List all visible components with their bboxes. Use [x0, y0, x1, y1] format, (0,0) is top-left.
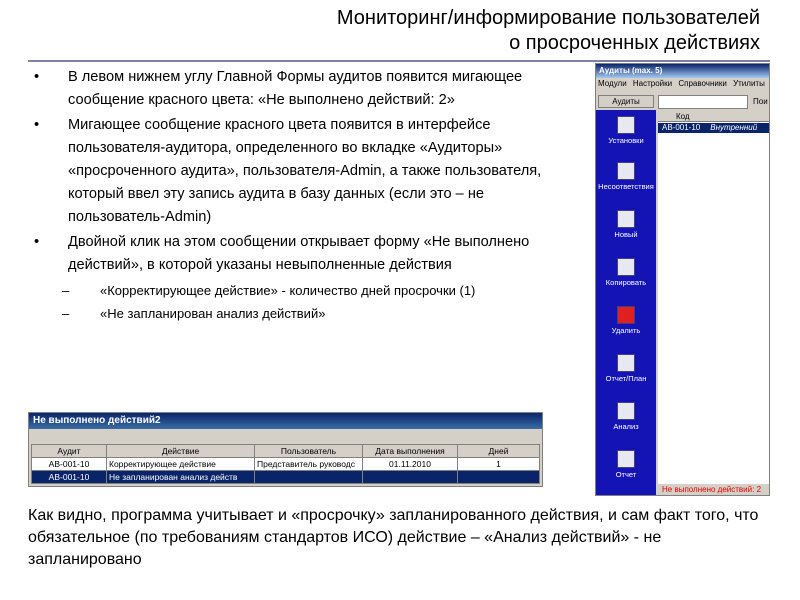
bullet-item: [30, 231, 560, 277]
sidebar-item-report[interactable]: [596, 450, 656, 479]
table-row-selected[interactable]: [32, 471, 540, 484]
cell-due-date: [363, 471, 458, 484]
grid-cell-code: АВ-001-10: [662, 123, 701, 132]
column-header-days[interactable]: Дней: [458, 445, 540, 458]
bullet-mark: •: [34, 117, 40, 133]
sub-bullet-item: [30, 302, 560, 325]
app-window-caption: Аудиты (max. 5): [596, 64, 769, 78]
cell-days: [458, 471, 540, 484]
sub-bullet-text: «Не запланирован анализ действий»: [100, 306, 326, 321]
sidebar-item-copy[interactable]: [596, 258, 656, 287]
overdue-actions-table: [31, 444, 540, 484]
menu-modules[interactable]: Модули: [598, 79, 627, 88]
column-header-due-date[interactable]: Дата выполнения: [363, 445, 458, 458]
title-line-1: Мониторинг/информирование пользователей: [336, 7, 760, 29]
search-input[interactable]: [658, 95, 748, 109]
sidebar-item-nonconformities[interactable]: [596, 162, 656, 191]
sidebar-label: Отчет: [615, 470, 637, 479]
dash-mark: –: [62, 283, 70, 298]
cell-user: Представитель руководс: [255, 458, 363, 471]
settings-icon: [617, 116, 635, 134]
overdue-window-caption: Не выполнено действий2: [29, 413, 542, 429]
audits-grid: [658, 111, 770, 496]
column-header-user[interactable]: Пользователь: [255, 445, 363, 458]
bullet-text: Мигающее сообщение красного цвета появится в интерфейсе пользователя-аудитора, определенного во вкладке «Аудиторы» «просроченного аудита», пользователя-Admin, а также пользователя, который ввел эту запись аудита в базу данных (если это – не пользователь-Admin): [68, 117, 542, 225]
grid-cell-type: Внутренний: [710, 123, 758, 132]
cell-user: [255, 471, 363, 484]
sidebar-item-analysis[interactable]: [596, 402, 656, 431]
sub-bullet-text: «Корректирующее действие» - количество дней просрочки (1): [100, 283, 476, 298]
sidebar-label: Несоответствия: [598, 182, 654, 191]
bar-chart-icon: [617, 402, 635, 420]
sidebar-label: Установки: [608, 136, 644, 145]
audits-main-window: [595, 63, 770, 496]
report-icon: [617, 450, 635, 468]
sidebar-label: Новый: [614, 230, 638, 239]
sidebar-label: Анализ: [613, 422, 639, 431]
sidebar-item-delete[interactable]: [596, 306, 656, 335]
tab-audits[interactable]: Аудиты: [598, 95, 654, 108]
delete-icon: [617, 306, 635, 324]
sidebar-label: Отчет/План: [605, 374, 647, 383]
overdue-actions-window: [28, 412, 543, 487]
sidebar-item-settings[interactable]: [596, 116, 656, 145]
cell-due-date: 01.11.2010: [363, 458, 458, 471]
sub-bullet-item: [30, 279, 560, 302]
bullet-text: В левом нижнем углу Главной Формы аудитов появится мигающее сообщение красного цвета: «Не выполнено действий: 2»: [68, 69, 523, 108]
bullet-text: Двойной клик на этом сообщении открывает форму «Не выполнено действий», в которой указаны невыполненные действия: [68, 234, 530, 273]
conclusion-text: Как видно, программа учитывает и «просрочку» запланированного действия, и сам факт того, что обязательное (по требованиям стандартов ИСО) действие – «Анализ действий» - не запланировано: [28, 507, 759, 568]
sidebar-label: Копировать: [605, 278, 647, 287]
title-divider: [28, 60, 770, 62]
list-icon: [617, 162, 635, 180]
bullet-list: [30, 66, 560, 325]
bullet-item: [30, 66, 560, 112]
copy-icon: [617, 258, 635, 276]
bullet-mark: •: [34, 69, 40, 85]
search-label: Пои: [753, 97, 768, 106]
menu-utilities[interactable]: Утилиты: [733, 79, 765, 88]
bullet-mark: •: [34, 234, 40, 250]
sidebar-item-new[interactable]: [596, 210, 656, 239]
menu-settings[interactable]: Настройки: [632, 79, 673, 88]
column-header-audit[interactable]: Аудит: [32, 445, 107, 458]
dash-mark: –: [62, 306, 70, 321]
app-menu-bar: [596, 78, 769, 90]
overdue-status-message[interactable]: Не выполнено действий: 2: [658, 484, 770, 496]
grid-header-code[interactable]: Код: [658, 111, 770, 122]
cell-days: 1: [458, 458, 540, 471]
grid-row-selected[interactable]: [658, 123, 770, 133]
cell-audit: АВ-001-10: [32, 458, 107, 471]
cell-action: Не запланирован анализ действ: [107, 471, 255, 484]
column-header-action[interactable]: Действие: [107, 445, 255, 458]
sidebar-label: Удалить: [611, 326, 641, 335]
slide-title: [337, 6, 760, 56]
sidebar-item-report-plan[interactable]: [596, 354, 656, 383]
title-line-2: о просроченных действиях: [509, 32, 760, 54]
cell-action: Корректирующее действие: [107, 458, 255, 471]
new-document-icon: [617, 210, 635, 228]
bullet-item: [30, 114, 560, 229]
menu-references[interactable]: Справочники: [678, 79, 727, 88]
pencil-icon: [617, 354, 635, 372]
table-row[interactable]: [32, 458, 540, 471]
app-sidebar: [596, 110, 656, 496]
cell-audit: АВ-001-10: [32, 471, 107, 484]
